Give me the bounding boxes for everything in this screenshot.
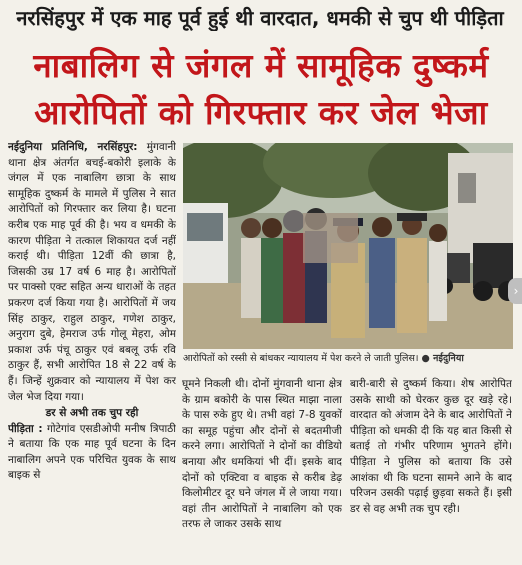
news-photo-illustration: [183, 143, 513, 349]
news-photo: [183, 143, 513, 349]
article-column-1: [8, 140, 176, 560]
subhead-continuation: पीड़िता :: [8, 422, 43, 435]
byline: नईदुनिया प्रतिनिधि, नरसिंहपुर:: [8, 141, 138, 153]
headline-line-2: आरोपितों को गिरफ्तार कर जेल भेजा: [34, 93, 488, 132]
article-paragraph-3: घूमने निकली थी। दोनों मुंगवानी थाना क्षेत्र के ग्राम बकोरी के पास स्थित माझा नाला के पास रुके हुए थे। तभी वहां 7-8 युवकों का समूह पहुंचा और दोनों से बदतमीजी करने लगा। आरोपितों ने दोनों का वीडियो बनाया और धमकियां भी दीं। इसके बाद दोनों को एक्टिवा व बाइक से करीब डेढ़ किलोमीटर दूर घने जंगल में ले जाया गया। वहां तीन आरोपितों ने नाबालिग को एक तरफ ले जाकर उसके साथ: [182, 378, 342, 531]
article-paragraph-1: मुंगवानी थाना क्षेत्र अंतर्गत बचई-बकोरी इलाके के जंगल में एक नाबालिग छात्रा के साथ सामूहिक दुष्कर्म के मामले में पुलिस ने सात आरोपितों को गिरफ्तार कर लिया है। घटना करीब एक माह पूर्व की है। भय व धमकी के कारण पीड़िता ने तत्काल शिकायत दर्ज नहीं कराई थी। पीड़िता 12वीं की छात्रा है, जिसकी उम्र 17 वर्ष 6 माह है। आरोपितों पर पाक्सो एक्ट सहित अन्य धाराओं के तहत प्रकरण दर्ज किया गया है। आरोपितों में जय सिंह ठाकुर, राहुल ठाकुर, गणेश ठाकुर, अनुराग दुबे, हेमराज उर्फ गोलू मेहरा, ओम प्रकाश उर्फ पंचू ठाकुर एवं बबलू उर्फ रवि ठाकुर हैं, सभी आरोपित 18 से 22 वर्ष के हैं। जिन्हें शुक्रवार को न्यायालय में पेश कर जेल भेज दिया गया।: [8, 141, 176, 403]
article-paragraph-2: गोटेगांव एसडीओपी मनीष त्रिपाठी ने बताया कि एक माह पूर्व घटना के दिन नाबालिग अपने एक परिचित युवक के साथ बाइक से: [8, 422, 176, 482]
headline-line-1: नाबालिग से जंगल में सामूहिक दुष्कर्म: [33, 46, 489, 85]
photo-caption: [183, 350, 513, 368]
article-column-2: [182, 377, 342, 557]
article-paragraph-4: बारी-बारी से दुष्कर्म किया। शेष आरोपित उसके साथी को घेरकर कुछ दूर खड़े रहे। वारदात को अंजाम देने के बाद आरोपितों ने पीड़िता को धमकी दी कि यह बात किसी से बताई तो गंभीर परिणाम भुगतने होंगे। पीड़िता ने पुलिस को बताया कि उसे आशंका थी कि घटना सामने आने के बाद परिजन उसकी पढ़ाई छुड़वा सकते हैं। इसी डर से वह अभी तक चुप रही।: [350, 378, 512, 515]
kicker-headline: नरसिंहपुर में एक माह पूर्व हुई थी वारदात, धमकी से चुप थी पीड़िता: [16, 6, 504, 30]
photo-caption-text: आरोपितों को रस्सी से बांधकर न्यायालय में पेश करने ले जाती पुलिस।: [183, 353, 419, 364]
caption-brand: ● नईदुनिया: [421, 353, 464, 364]
article-column-3: [350, 377, 512, 557]
article-subhead: डर से अभी तक चुप रही: [45, 407, 139, 420]
chevron-right-icon[interactable]: ›: [508, 278, 522, 304]
